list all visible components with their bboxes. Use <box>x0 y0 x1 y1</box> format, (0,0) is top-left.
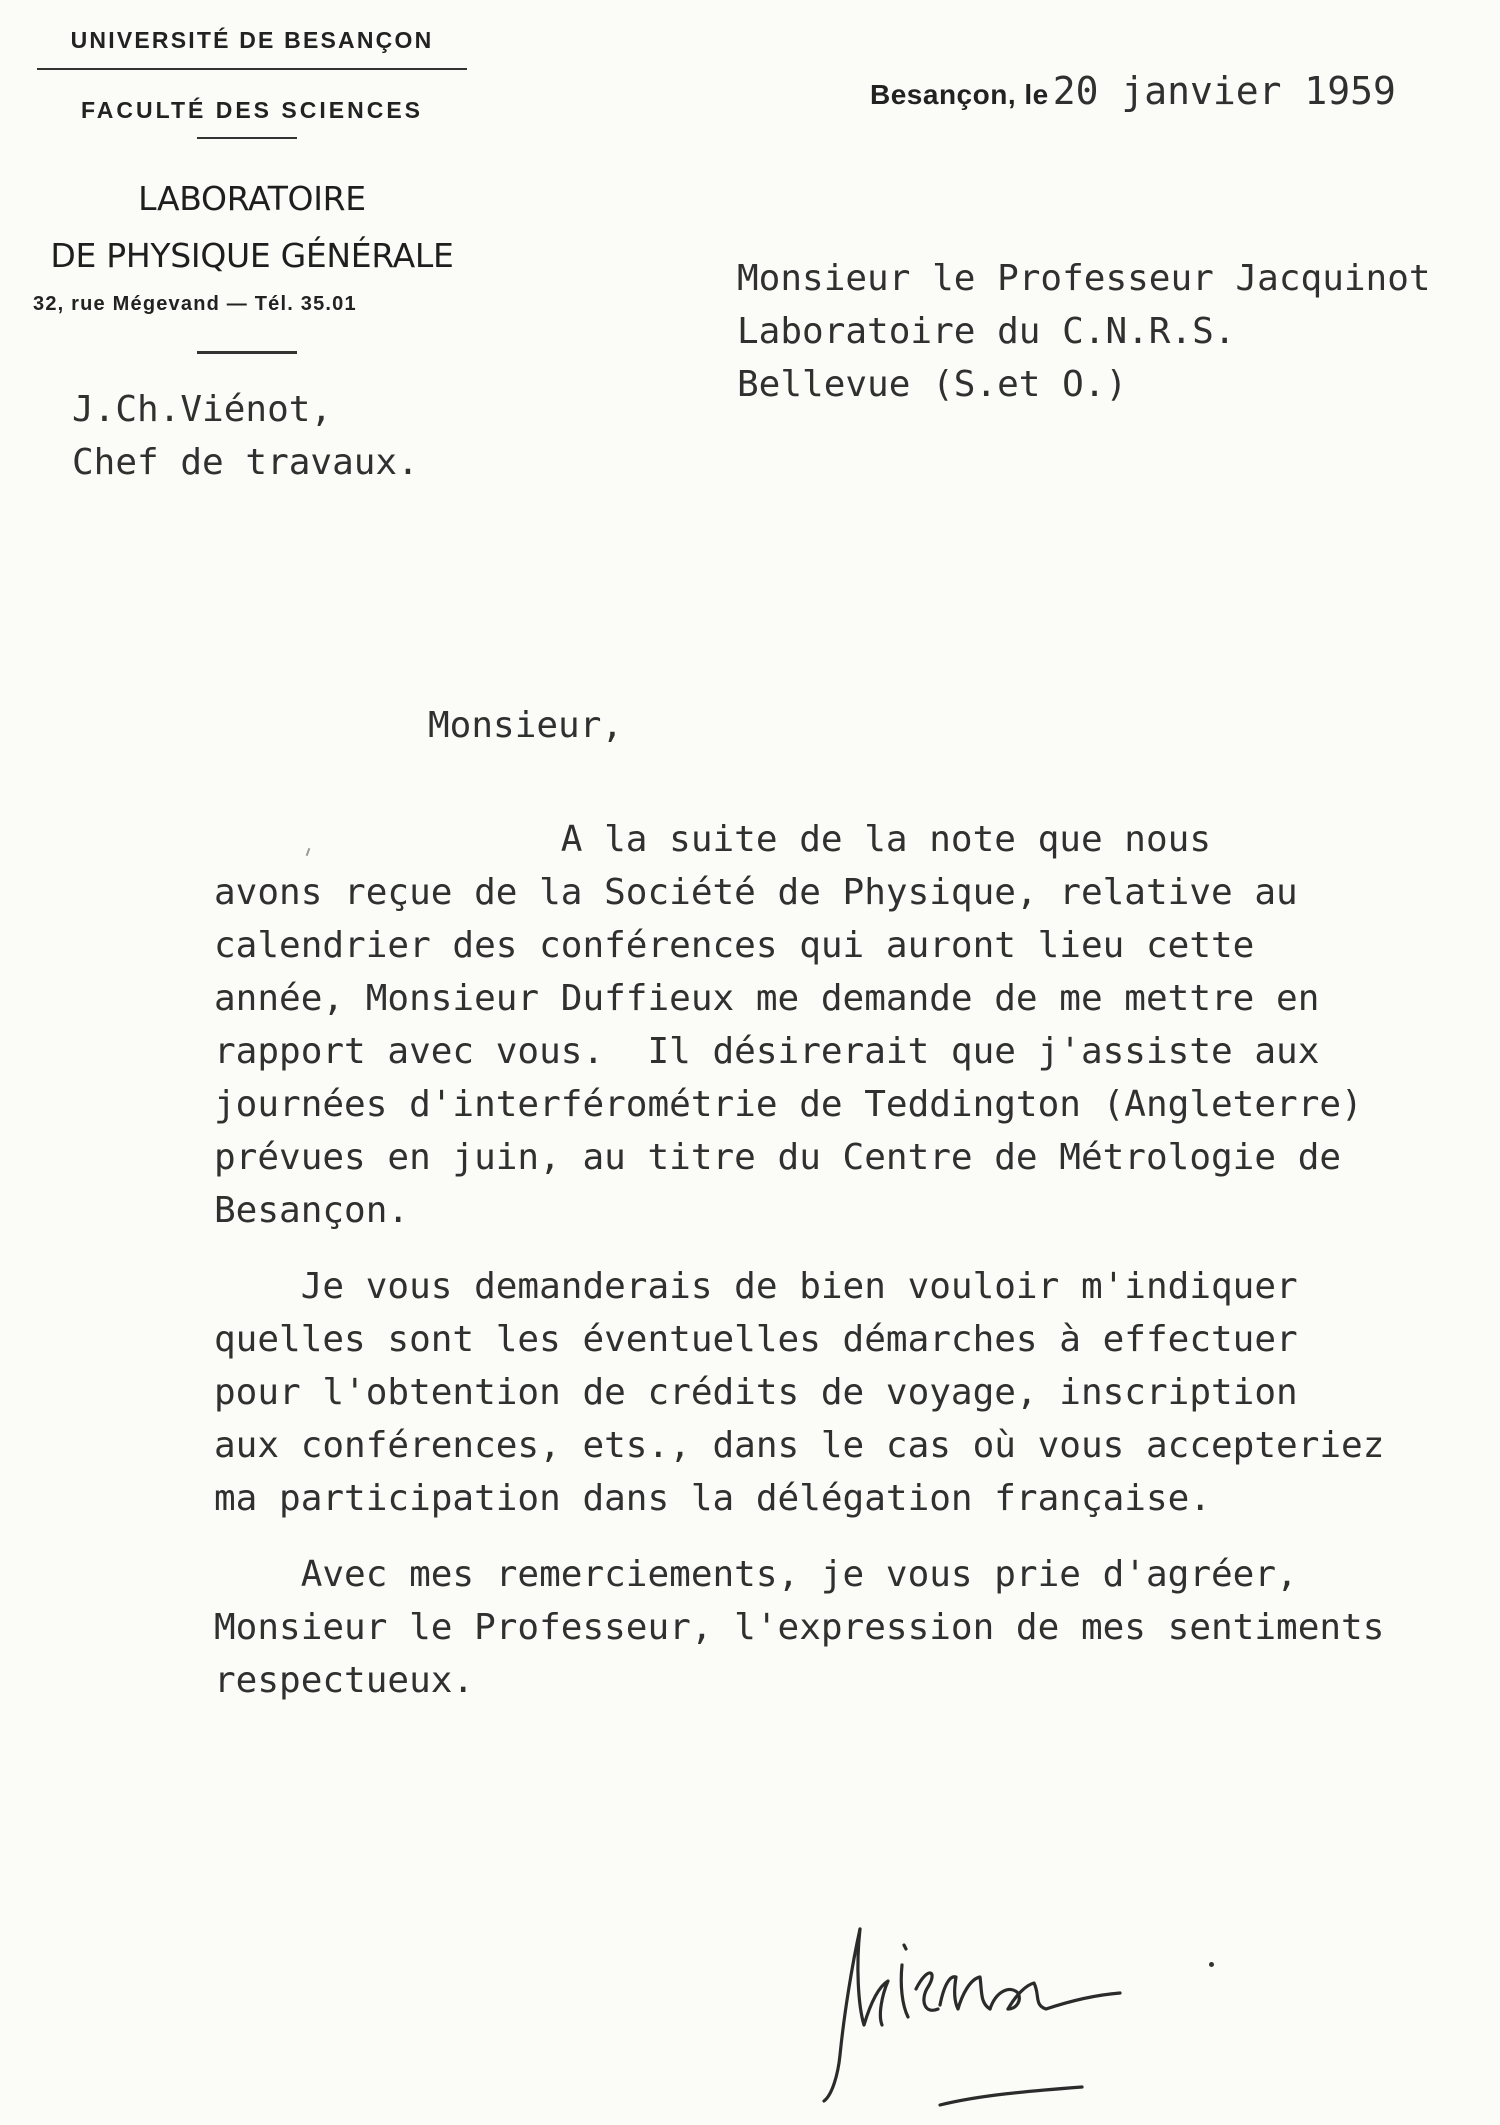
sender-name: J.Ch.Viénot, <box>72 389 333 430</box>
letterhead-bottom-rule <box>197 351 297 354</box>
letterhead-short-rule <box>197 137 297 139</box>
faculty-name: FACULTÉ DES SCIENCES <box>81 97 423 123</box>
body-line: journées d'interférométrie de Teddington (Angleterre) <box>214 1084 1363 1125</box>
recipient-line-2: Laboratoire du C.N.R.S. <box>737 311 1236 352</box>
recipient-line-3: Bellevue (S.et O.) <box>737 364 1128 405</box>
body-line: pour l'obtention de crédits de voyage, inscription <box>214 1372 1298 1413</box>
handwritten-signature <box>820 1905 1140 2125</box>
body-line: aux conférences, ets., dans le cas où vous accepteriez <box>214 1425 1385 1466</box>
body-paragraph-1 <box>214 813 1363 1237</box>
body-line: Monsieur le Professeur, l'expression de mes sentiments <box>214 1607 1385 1648</box>
body-line: Besançon. <box>214 1190 410 1231</box>
closing-paragraph <box>214 1548 1384 1707</box>
body-paragraph-2 <box>214 1260 1384 1525</box>
letter-date: 20 janvier 1959 <box>1052 69 1396 113</box>
body-line: rapport avec vous. Il désirerait que j'assiste aux <box>214 1031 1320 1072</box>
sender-title: Chef de travaux. <box>72 442 419 483</box>
body-line: Je vous demanderais de bien vouloir m'indiquer <box>214 1266 1298 1307</box>
signature-dot <box>1209 1962 1214 1967</box>
laboratory-address: 32, rue Mégevand — Tél. 35.01 <box>33 293 357 315</box>
body-line: quelles sont les éventuelles démarches à effectuer <box>214 1319 1298 1360</box>
body-line: Avec mes remerciements, je vous prie d'agréer, <box>214 1554 1298 1595</box>
laboratory-line-1: LABORATOIRE <box>138 179 366 218</box>
laboratory-name <box>37 170 467 284</box>
body-line: A la suite de la note que nous <box>214 819 1211 860</box>
recipient-address <box>737 252 1431 411</box>
place-date-line <box>870 69 1396 113</box>
body-line: calendrier des conférences qui auront lieu cette <box>214 925 1255 966</box>
body-line: respectueux. <box>214 1660 475 1701</box>
body-line: ma participation dans la délégation française. <box>214 1478 1211 1519</box>
letterhead-rule <box>37 68 467 70</box>
recipient-line-1: Monsieur le Professeur Jacquinot <box>737 258 1431 299</box>
body-line: prévues en juin, au titre du Centre de Métrologie de <box>214 1137 1342 1178</box>
university-name: UNIVERSITÉ DE BESANÇON <box>70 27 434 53</box>
body-line: année, Monsieur Duffieux me demande de me mettre en <box>214 978 1320 1019</box>
sender-block <box>72 383 419 489</box>
salutation: Monsieur, <box>428 705 624 746</box>
laboratory-line-2: DE PHYSIQUE GÉNÉRALE <box>50 236 454 275</box>
body-line: avons reçue de la Société de Physique, relative au <box>214 872 1298 913</box>
place-label: Besançon, le <box>870 79 1049 110</box>
